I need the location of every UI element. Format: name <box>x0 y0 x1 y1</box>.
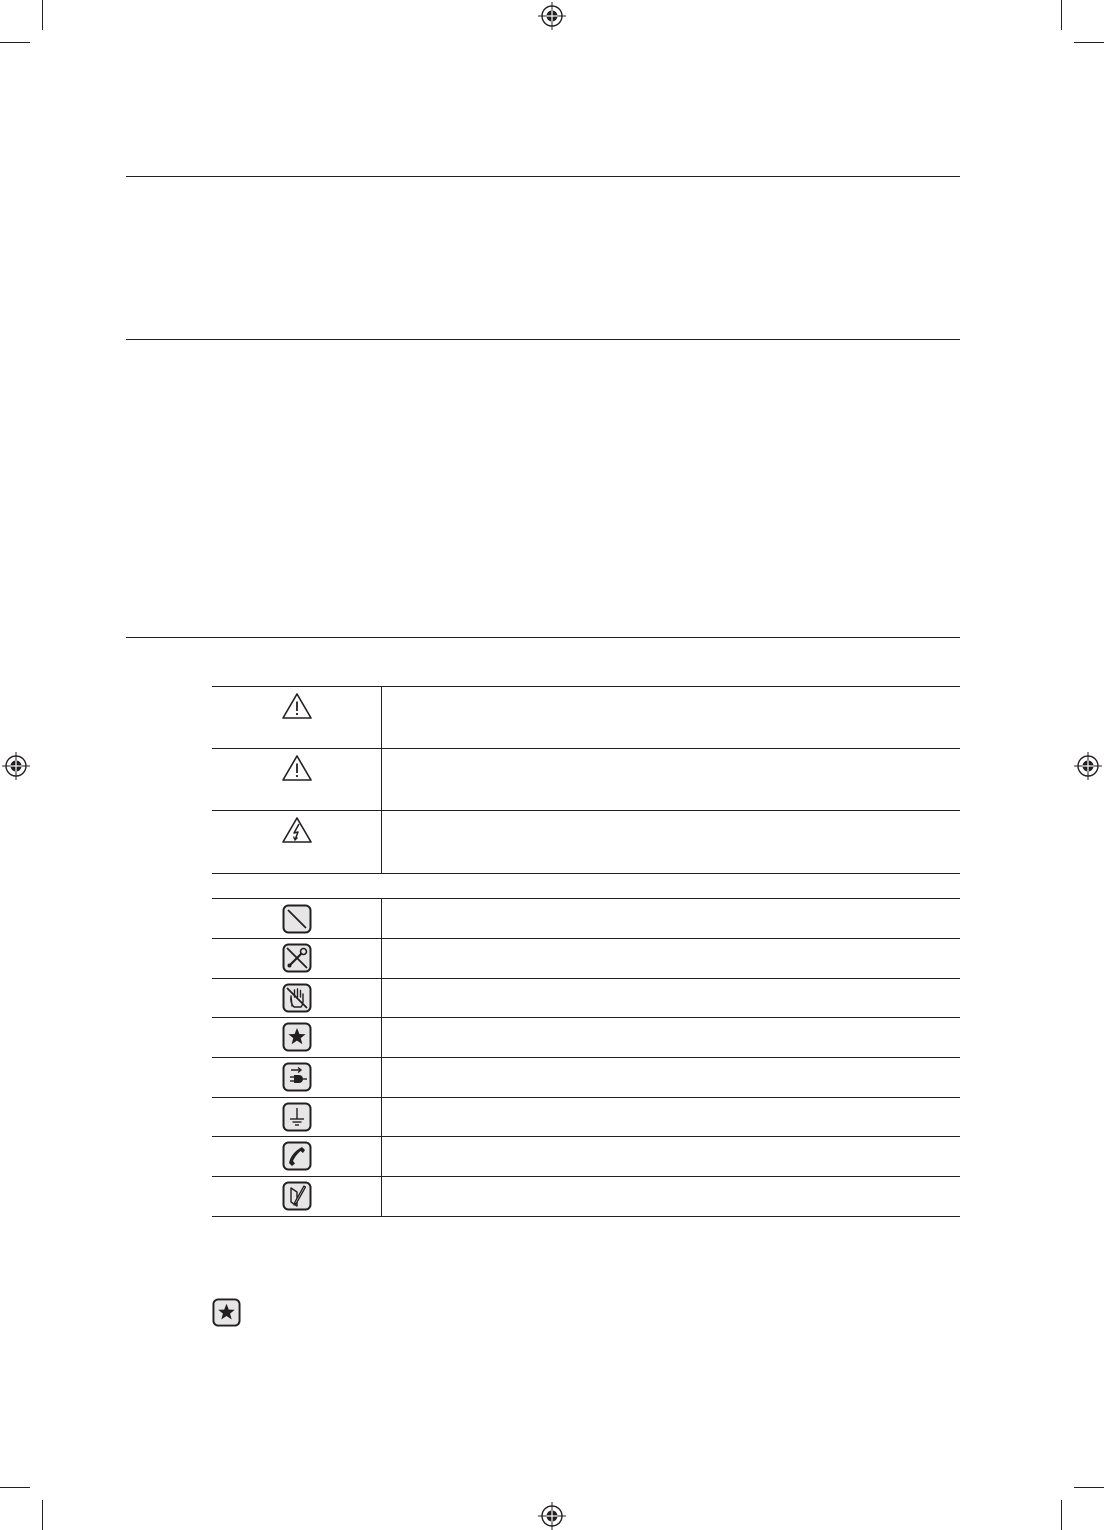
do-not-disassemble-icon <box>282 943 312 973</box>
section-divider <box>126 637 960 638</box>
follow-directions-icon <box>212 1298 241 1327</box>
table-rule <box>212 1136 960 1137</box>
ground-icon <box>282 1102 312 1132</box>
table-rule <box>212 938 960 939</box>
table-rule <box>212 686 960 687</box>
follow-directions-icon <box>282 1022 312 1052</box>
do-not-touch-icon <box>282 983 312 1013</box>
table-rule <box>212 1176 960 1177</box>
footer-note <box>212 1298 241 1327</box>
unplug-power-icon <box>282 1062 312 1092</box>
registration-mark-icon <box>538 1502 566 1530</box>
table-rule <box>212 1097 960 1098</box>
table-rule <box>212 1057 960 1058</box>
table-rule <box>212 1216 960 1217</box>
section-divider <box>126 176 960 177</box>
electric-shock-triangle-icon <box>281 816 313 844</box>
table-rule <box>212 748 960 749</box>
crop-mark <box>42 1500 43 1530</box>
registration-mark-icon <box>1074 752 1102 780</box>
registration-mark-icon <box>2 752 30 780</box>
do-not-attempt-icon <box>282 904 312 934</box>
table-rule <box>212 873 960 874</box>
table-rule <box>212 810 960 811</box>
crop-mark <box>42 0 43 30</box>
note-icon <box>282 1181 312 1211</box>
crop-mark <box>0 1487 30 1488</box>
section-divider <box>126 339 960 340</box>
crop-mark <box>1061 1500 1062 1530</box>
crop-mark <box>1074 42 1104 43</box>
warning-triangle-icon <box>281 692 313 720</box>
table-rule <box>212 978 960 979</box>
table-rule <box>212 898 960 899</box>
crop-mark <box>1074 1487 1104 1488</box>
caution-triangle-icon <box>281 754 313 782</box>
registration-mark-icon <box>538 2 566 30</box>
crop-mark <box>0 42 30 43</box>
crop-mark <box>1061 0 1062 30</box>
table-rule <box>212 1017 960 1018</box>
contact-service-icon <box>282 1141 312 1171</box>
